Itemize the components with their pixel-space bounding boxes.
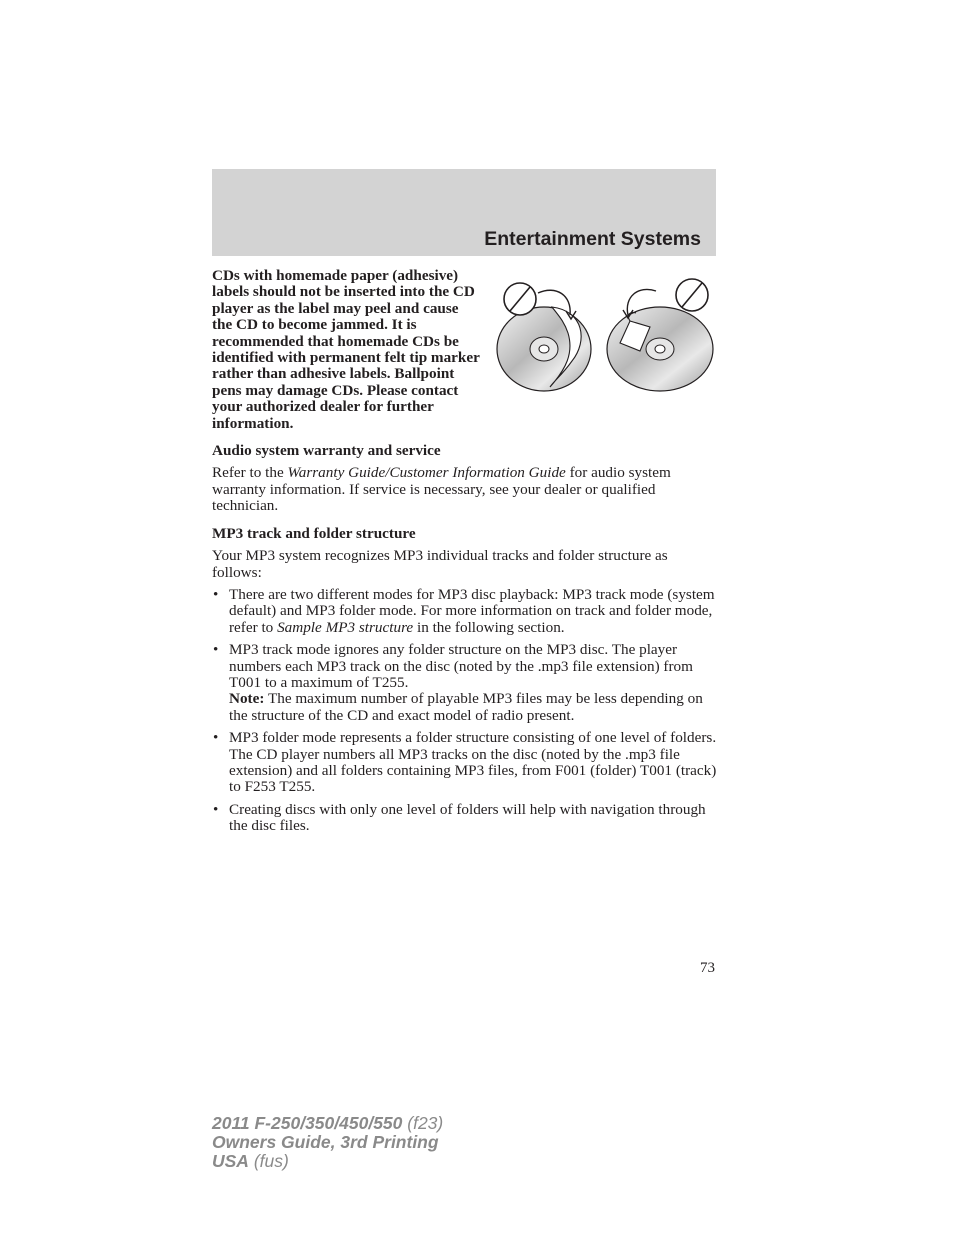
bullet-text: There are two different modes for MP3 disc playback: MP3 track mode (system default) and MP3 folder mode. For more information on track and folder mode, refer to xyxy=(229,585,715,636)
bullet-icon: • xyxy=(213,585,219,603)
page-content xyxy=(212,268,718,841)
cd-label-illustration xyxy=(492,271,724,399)
footer-edition: Owners Guide, 3rd Printing xyxy=(212,1132,439,1152)
footer-line-3 xyxy=(212,1152,443,1171)
mp3-bullet-list xyxy=(212,587,718,835)
prohibited-icon-right xyxy=(676,279,708,311)
list-item xyxy=(212,730,718,796)
footer-market-code: (fus) xyxy=(248,1151,289,1171)
mp3-heading: MP3 track and folder structure xyxy=(212,524,416,542)
list-item xyxy=(212,587,718,636)
prohibited-icon-left xyxy=(504,283,536,315)
bullet-text: MP3 folder mode represents a folder structure consisting of one level of folders. The CD player numbers all MP3 tracks on the disc (noted by the .mp3 file extension) and all folders containing MP3 files, from F001 (folder) T001 (track) to F253 T255. xyxy=(229,729,717,796)
section-title: Entertainment Systems xyxy=(484,228,701,250)
warranty-guide-title: Warranty Guide/Customer Information Guide xyxy=(287,464,566,482)
note-label: Note: xyxy=(229,690,265,708)
cd-label-warning-text: CDs with homemade paper (adhesive) labels should not be inserted into the CD player as the label may peel and cause the CD to become jammed. It is recommended that homemade CDs be identified with permanent felt tip marker rather than adhesive labels. Ballpoint pens may damage CDs. Please contact your authorized dealer for further information. xyxy=(212,267,480,432)
cd-label-warning xyxy=(212,268,718,432)
bullet-icon: • xyxy=(213,641,219,659)
bullet-text: in the following section. xyxy=(413,618,565,636)
footer-market: USA xyxy=(212,1151,249,1171)
warranty-paragraph xyxy=(212,465,718,514)
mp3-intro-paragraph: Your MP3 system recognizes MP3 individual tracks and folder structure as follows: xyxy=(212,547,668,581)
bullet-icon: • xyxy=(213,729,219,747)
footer-model-code: (f23) xyxy=(402,1113,444,1133)
list-item xyxy=(212,642,718,724)
footer-line-1 xyxy=(212,1114,443,1133)
note-text: The maximum number of playable MP3 files may be less depending on the structure of the CD and exact model of radio present. xyxy=(229,690,703,724)
bullet-icon: • xyxy=(213,800,219,818)
warranty-text-before: Refer to the xyxy=(212,464,288,482)
footer-line-2 xyxy=(212,1133,443,1152)
bullet-reference: Sample MP3 structure xyxy=(277,618,414,636)
footer-model: 2011 F-250/350/450/550 xyxy=(212,1113,403,1133)
section-header-band xyxy=(212,169,716,256)
warranty-heading: Audio system warranty and service xyxy=(212,442,441,460)
bullet-text: MP3 track mode ignores any folder structure on the MP3 disc. The player numbers each MP3 track on the disc (noted by the .mp3 file extension) from T001 to a maximum of T255. xyxy=(229,641,693,691)
warranty-text-after: for audio system warranty information. If service is necessary, see your dealer or qualified technician. xyxy=(212,464,671,515)
bullet-text: Creating discs with only one level of folders will help with navigation through the disc files. xyxy=(229,800,706,835)
document-footer xyxy=(212,1114,443,1171)
page-number: 73 xyxy=(700,960,715,976)
list-item xyxy=(212,802,718,835)
